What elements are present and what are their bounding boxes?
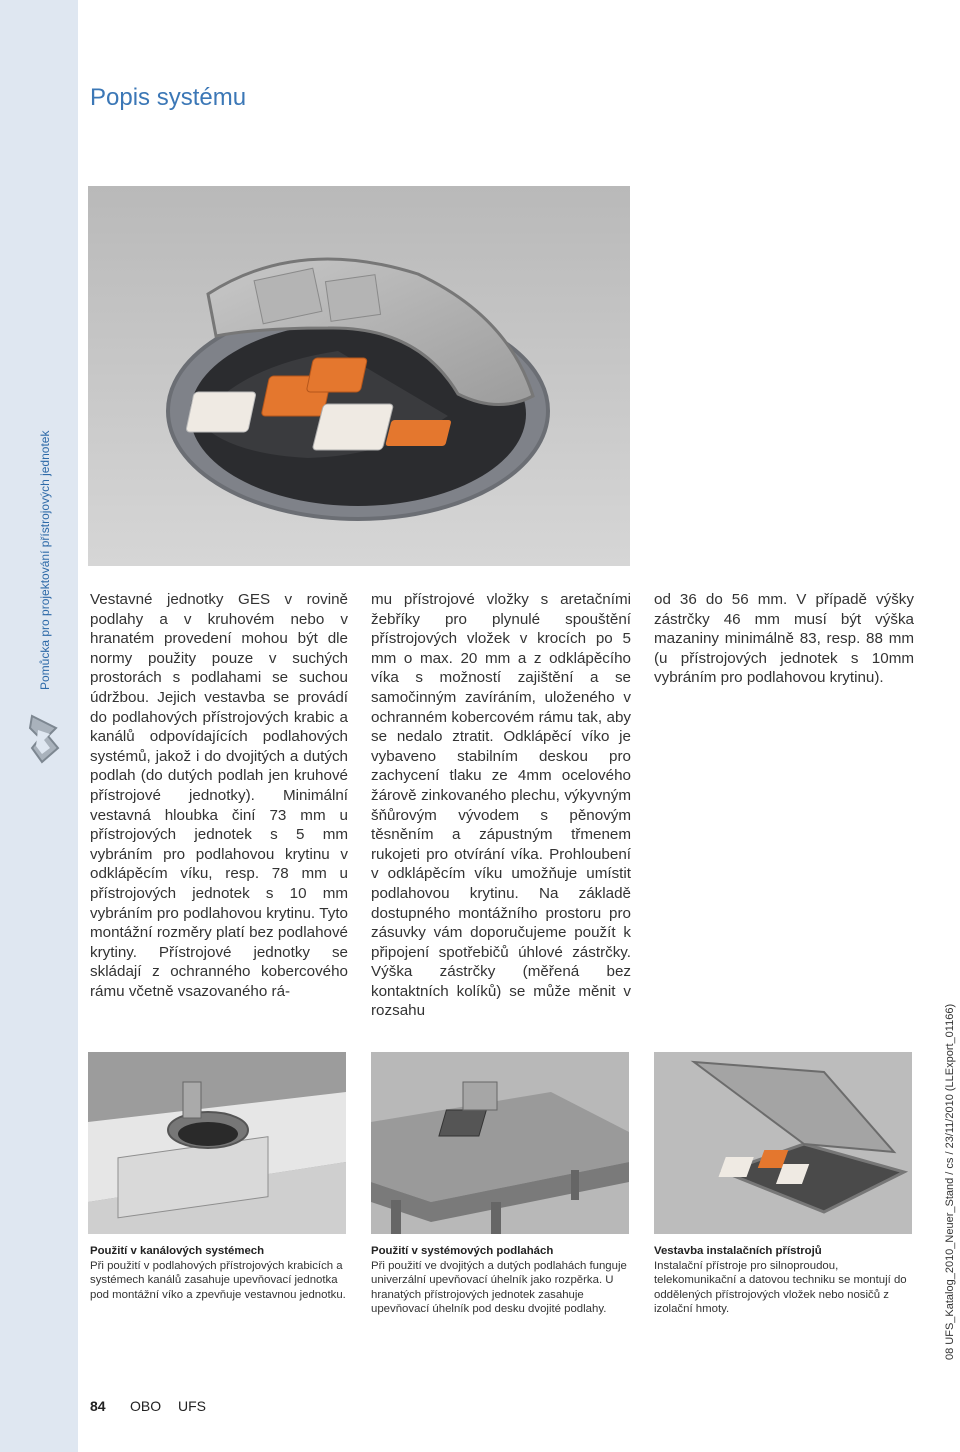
body-text-column-3: od 36 do 56 mm. V případě výšky zástrčky 46 mm musí být výška mazaniny minimálně 83, resp. 88 mm (u přístrojových jednotek s 10mm vybráním pro podlahovou krytinu). xyxy=(654,591,914,687)
page-title: Popis systému xyxy=(90,84,247,111)
photo-installation-devices xyxy=(654,1052,912,1234)
footer-series: UFS xyxy=(178,1398,206,1414)
caption-installation-devices xyxy=(654,1244,912,1317)
left-sidebar xyxy=(0,0,78,1452)
body-text-column-2: mu přístrojové vložky s aretačními žebříky pro plynulé spouštění přístrojových vložek v krocích po 5 mm o max. 20 mm a z odklápěcího víka s možností zajištění a se samočinným zavíráním, uloženého v ochranném kobercovém rámu tak, aby se nedalo ztratit. Odklápěcí víko je vybaveno stabilním deskou pro zachycení tlaku ze 4mm ocelového žárově zinkovaného plechu, výkyvným šňůrovým vývodem s pěnovým těsněním a zápustným třmenem rukojeti pro otvírání víka. Prohloubení v odklápěcím víku umožňuje umístit podlahovou krytinu. Na základě dostupného montážního prostoru pro zásuvky vám doporučujeme použít k připojení spotřebičů úhlové zástrčky. Výška zástrčky (měřená bez kontaktních kolíků) se může měnit v rozsahu xyxy=(371,591,631,1020)
photo-channel-system xyxy=(88,1052,346,1234)
right-margin-export-info: 08 UFS_Katalog_2010_Neuer_Stand / cs / 23/11/2010 (LLExport_01166) xyxy=(944,1003,956,1360)
caption-title: Použití v kanálových systémech xyxy=(90,1245,265,1257)
body-text-column-1: Vestavné jednotky GES v rovině podlahy a v kruhovém nebo v hranatém provedení mohou být dle normy použity pouze v suchých prostorách s podlahami se suchou údržbou. Jejich vestavba se provádí do podlahových přístrojových krabic a kanálů odpovídajících podlahových systémů, jakož i do dvojitých a dutých podlah (do dutých podlah jen kruhové přístrojové jednotky). Minimální vestavná hloubka činí 73 mm u přístrojových jednotek s 5 mm vybráním pro podlahovou krytinu v odklápěcím víku, resp. 78 mm u přístrojových jednotek s 10 mm vybráním pro podlahovou krytinu. Tyto montážní rozměry platí bez podlahové krytiny. Přístrojové jednotky se skládají z ochranného kobercového rámu včetně vsazovaného rá- xyxy=(90,591,348,1000)
caption-text: Instalační přístroje pro silnoproudou, telekomunikační a datovou techniku se montují do oddělených přístrojových vložek nebo nosičů z izolační hmoty. xyxy=(654,1259,907,1316)
caption-title: Použití v systémových podlahách xyxy=(371,1245,554,1257)
footer-brand: OBO xyxy=(130,1398,162,1414)
caption-channel-systems xyxy=(90,1244,348,1302)
sidebar-vertical-text: Pomůcka pro projektování přístrojových jednotek xyxy=(38,430,52,690)
caption-system-floors xyxy=(371,1244,629,1317)
photo-system-floor xyxy=(371,1052,629,1234)
caption-text: Při použití ve dvojitých a dutých podlahách funguje univerzální upevňovací úhelník jako rozpěrka. U hranatých přístrojových jednotek zasahuje upevňovací úhelník pod desku dvojité podlahy. xyxy=(371,1259,627,1316)
main-product-photo xyxy=(88,186,630,566)
page-number: 84 xyxy=(90,1398,106,1414)
caption-text: Při použití v podlahových přístrojových krabicích a systémech kanálů zasahuje upevňovací jednotka pod montážní víko a zpevňuje vestavnou jednotku. xyxy=(90,1259,346,1301)
caption-title: Vestavba instalačních přístrojů xyxy=(654,1245,822,1257)
obo-logo-icon xyxy=(24,708,64,768)
